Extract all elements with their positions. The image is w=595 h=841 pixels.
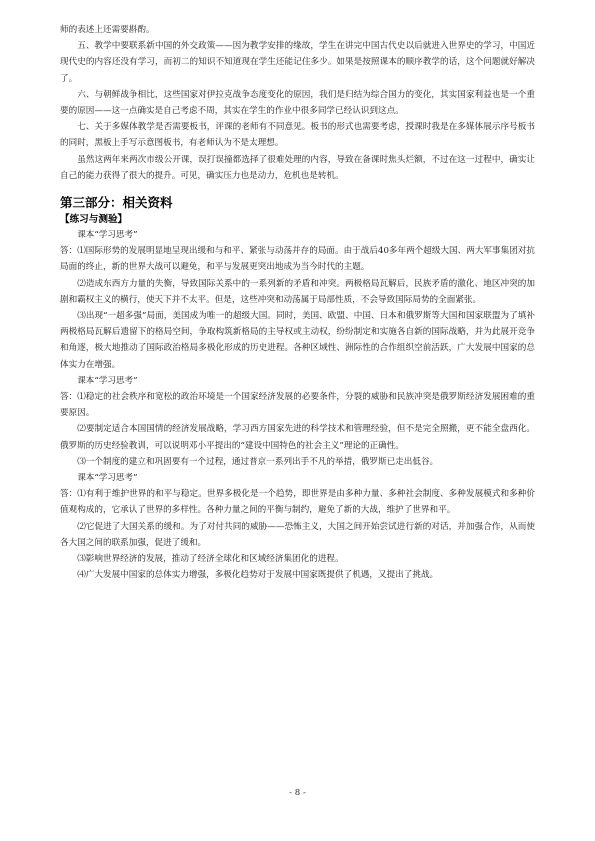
- exercise-1-answer-3: ⑶出现“一超多强”局面，美国成为唯一的超级大国。同时，美国、欧盟、中国、日本和俄罗斯等大国和国家联盟为了填补两极格局瓦解后遗留下的格局空间，争取构筑新格局的主导权或主动权，纷纷制定和实施各自新的国际战略，并为此展开竞争和角逐，极大地推动了国际政治格局多极化形成的历史进程。各种区域性、洲际性的合作组织空前活跃，广大发展中国家的总体实力在增强。: [60, 311, 535, 370]
- reflection-point-7: 七、关于多媒体教学是否需要板书，评课的老师有不同意见。板书的形式也需要考虑，授课时我是在多媒体展示序号板书的同时，黑板上手写示意图板书，有老师认为不是太理想。: [60, 122, 535, 149]
- section-subtitle: 【练习与测验】: [60, 214, 128, 226]
- document-page: [60, 22, 535, 584]
- exercise-heading-3: 课本“学习思考”: [77, 473, 138, 484]
- section-title: 第三部分：相关资料: [60, 195, 173, 211]
- exercise-heading-2: 课本“学习思考”: [77, 375, 138, 386]
- exercise-3-answer-4: ⑷广大发展中国家的总体实力增强，多极化趋势对于发展中国家既提供了机遇，又提出了挑战。: [77, 570, 439, 581]
- exercise-3-answer-3: ⑶影响世界经济的发展，推动了经济全球化和区域经济集团化的进程。: [77, 554, 344, 565]
- page-number: - 8 -: [289, 788, 306, 798]
- reflection-point-5: 五、教学中要联系新中国的外交政策——因为教学安排的缘故，学生在讲完中国古代史以后就进入世界史的学习，中国近现代史的内容还没有学习，而初二的知识不知道现在学生还能记住多少。如果是按照课本的顺序教学的话，这个问题就好解决了。: [60, 41, 535, 84]
- exercise-3-answer-1: 答：⑴有利于维护世界的和平与稳定。世界多极化是一个趋势，即世界是由多种力量、多种社会制度、多种发展模式和多种价值观构成的，它承认了世界的多样性。各种力量之间的平衡与制约，避免了新的大战，维护了世界和平。: [60, 489, 535, 516]
- reflection-point-6: 六、与朝鲜战争相比，这些国家对伊拉克战争态度变化的原因，我们是归结为综合国力的变化，其实国家利益也是一个重要的原因——这一点确实是自己考虑不周，其实在学生的作业中很多同学已经认识到这点。: [60, 89, 535, 117]
- exercise-heading-1: 课本“学习思考”: [77, 230, 138, 241]
- exercise-3-answer-2: ⑵它促进了大国关系的缓和。为了对付共同的威胁——恐怖主义，大国之间开始尝试进行新的对话，并加强合作，从而使各大国之间的联系加强，促进了缓和。: [60, 521, 535, 548]
- exercise-1-answer-1: 答：⑴国际形势的发展明显地呈现出缓和与和平、紧张与动荡并存的局面。由于战后40多年两个超级大国、两大军事集团对抗局面的终止，新的世界大战可以避免，和平与发展更突出地成为当今时代的主题。: [60, 246, 536, 273]
- exercise-1-answer-2: ⑵造成东西方力量的失衡，导致国际关系中的一系列新的矛盾和冲突。两极格局瓦解后，民族矛盾的激化、地区冲突的加剧和霸权主义的横行，使天下并不太平。但是，这些冲突和动荡属于局部性质，不会导致国际局势的全面紧张。: [60, 278, 535, 305]
- exercise-2-answer-1: 答：⑴稳定的社会秩序和宽松的政治环境是一个国家经济发展的必要条件，分裂的威胁和民族冲突是俄罗斯经济发展困难的重要原因。: [60, 392, 535, 419]
- reflection-conclusion: 虽然这两年来两次市级公开课，误打误撞都选择了很难处理的内容，导致在备课时焦头烂额，不过在这一过程中，确实让自己的能力获得了很大的提升。可见，确实压力也是动力，危机也是转机。: [60, 154, 535, 181]
- exercise-2-answer-2: ⑵要制定适合本国国情的经济发展战略，学习西方国家先进的科学技术和管理经验，但不是完全照搬，更不能全盘西化。俄罗斯的历史经验教训，可以说明邓小平提出的“建设中国特色的社会主义”理论的正确性。: [60, 424, 535, 451]
- exercise-2-answer-3: ⑶一个制度的建立和巩固要有一个过程，通过普京一系列出手不凡的举措，俄罗斯已走出低谷。: [77, 456, 439, 467]
- reflection-paragraph-continued: 师的表述上还需要斟酌。: [60, 25, 155, 35]
